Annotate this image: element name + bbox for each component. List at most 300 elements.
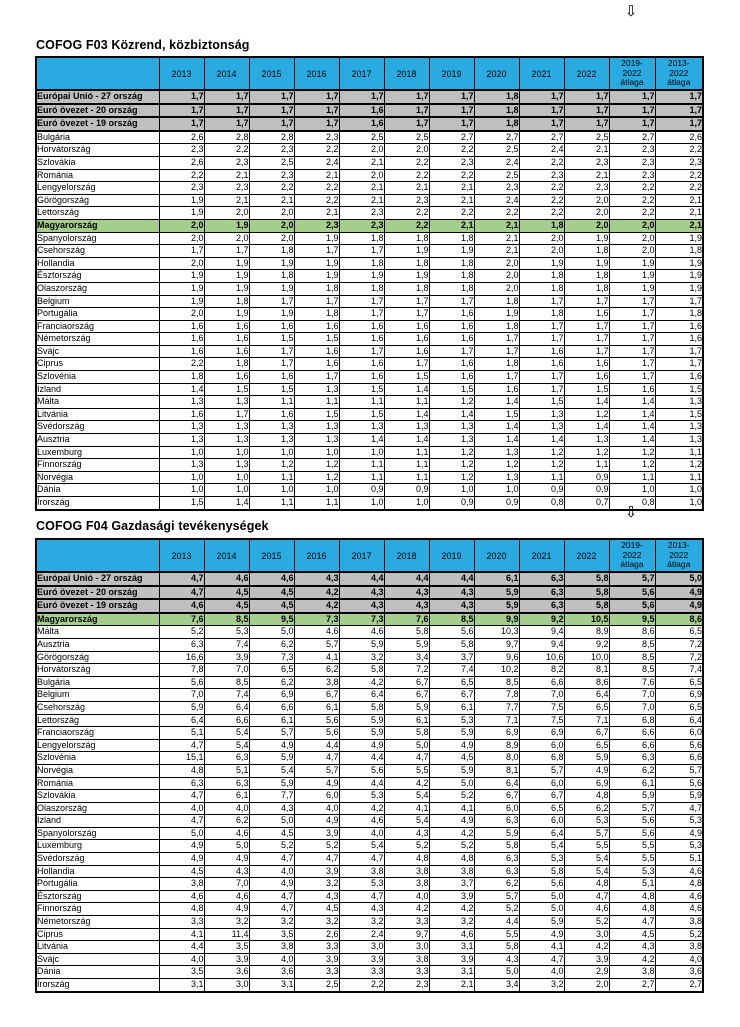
value-cell: 2,0 [474,257,519,270]
value-cell: 1,6 [294,358,339,371]
value-cell: 2,3 [339,219,384,232]
value-cell: 9,6 [474,651,519,664]
value-cell: 5,6 [609,815,655,828]
value-cell: 1,3 [249,421,294,434]
value-cell: 6,3 [159,777,204,790]
value-cell: 9,2 [564,638,609,651]
value-cell: 1,3 [159,434,204,447]
value-cell: 5,8 [564,599,609,613]
value-cell: 1,8 [429,282,474,295]
value-cell: 8,9 [564,626,609,639]
value-cell: 5,1 [609,878,655,891]
value-cell: 1,9 [204,282,249,295]
value-cell: 2,5 [249,156,294,169]
value-cell: 1,5 [429,383,474,396]
value-cell: 4,5 [294,903,339,916]
value-cell: 1,6 [204,345,249,358]
value-cell: 1,8 [474,295,519,308]
value-cell: 1,5 [384,371,429,384]
value-cell: 1,9 [204,270,249,283]
value-cell: 4,6 [204,827,249,840]
value-cell: 1,4 [384,383,429,396]
value-cell: 6,7 [519,790,564,803]
value-cell: 4,1 [159,928,204,941]
value-cell: 4,3 [294,890,339,903]
value-cell: 1,6 [384,333,429,346]
value-cell: 1,7 [159,104,204,118]
value-cell: 1,6 [294,345,339,358]
row-label: Dánia [36,484,159,497]
table-row [36,903,703,916]
value-cell: 4,9 [564,764,609,777]
value-cell: 4,6 [339,815,384,828]
value-cell: 4,6 [159,599,204,613]
table-row [36,764,703,777]
value-cell: 1,0 [339,446,384,459]
value-cell: 1,7 [294,371,339,384]
value-cell: 8,2 [519,664,564,677]
value-cell: 2,2 [384,207,429,220]
value-cell: 1,8 [474,104,519,118]
value-cell: 5,4 [339,840,384,853]
value-cell: 1,7 [204,90,249,104]
value-cell: 1,9 [294,270,339,283]
value-cell: 1,8 [429,270,474,283]
table-row [36,282,703,295]
value-cell: 1,6 [339,104,384,118]
value-cell: 5,7 [609,802,655,815]
table-row [36,484,703,497]
value-cell: 2,2 [294,194,339,207]
column-header-2021: 2021 [519,539,564,572]
value-cell: 4,5 [429,752,474,765]
value-cell: 2,7 [655,979,703,992]
value-cell: 7,4 [204,689,249,702]
row-label: Európai Unió - 27 ország [36,572,159,586]
value-cell: 6,1 [384,714,429,727]
value-cell: 5,9 [159,701,204,714]
value-cell: 1,1 [249,396,294,409]
value-cell: 1,0 [294,446,339,459]
value-cell: 0,9 [474,497,519,510]
value-cell: 2,2 [519,156,564,169]
value-cell: 7,7 [474,701,519,714]
row-label: Szlovénia [36,752,159,765]
value-cell: 9,7 [474,638,519,651]
value-cell: 6,7 [294,689,339,702]
value-cell: 1,7 [609,345,655,358]
value-cell: 1,3 [429,434,474,447]
value-cell: 9,5 [609,613,655,626]
row-label: Bulgária [36,131,159,144]
value-cell: 5,0 [159,827,204,840]
value-cell: 6,6 [249,701,294,714]
value-cell: 2,5 [474,144,519,157]
value-cell: 1,0 [609,484,655,497]
value-cell: 1,2 [474,459,519,472]
value-cell: 1,3 [655,421,703,434]
value-cell: 3,8 [429,865,474,878]
value-cell: 2,1 [384,182,429,195]
value-cell: 3,9 [564,953,609,966]
value-cell: 2,3 [294,219,339,232]
value-cell: 2,9 [564,966,609,979]
column-header-2016: 2016 [294,539,339,572]
value-cell: 4,2 [294,599,339,613]
row-label: Görögország [36,651,159,664]
value-cell: 4,2 [429,903,474,916]
value-cell: 1,7 [609,358,655,371]
value-cell: 1,3 [159,421,204,434]
value-cell: 1,4 [429,408,474,421]
table-row [36,802,703,815]
value-cell: 1,7 [429,90,474,104]
value-cell: 6,3 [204,777,249,790]
value-cell: 1,9 [159,194,204,207]
row-label: Portugália [36,308,159,321]
value-cell: 3,9 [294,953,339,966]
table-row [36,689,703,702]
table-row [36,664,703,677]
value-cell: 1,0 [204,484,249,497]
value-cell: 1,6 [204,371,249,384]
value-cell: 1,4 [609,421,655,434]
table-cofog-f03 [35,56,704,511]
value-cell: 1,8 [294,282,339,295]
value-cell: 4,7 [249,853,294,866]
value-cell: 5,9 [249,752,294,765]
value-cell: 2,3 [609,156,655,169]
value-cell: 3,2 [429,916,474,929]
row-label: Észtország [36,890,159,903]
value-cell: 7,3 [339,613,384,626]
value-cell: 1,9 [159,207,204,220]
value-cell: 2,7 [609,131,655,144]
value-cell: 2,0 [564,219,609,232]
value-cell: 1,6 [564,358,609,371]
value-cell: 3,3 [294,941,339,954]
table-row [36,752,703,765]
value-cell: 4,0 [655,953,703,966]
value-cell: 2,1 [339,194,384,207]
value-cell: 7,2 [655,651,703,664]
value-cell: 7,4 [655,664,703,677]
value-cell: 4,6 [655,890,703,903]
value-cell: 4,3 [339,903,384,916]
table-row [36,358,703,371]
value-cell: 1,0 [294,484,339,497]
row-label: Románia [36,169,159,182]
value-cell: 1,6 [339,358,384,371]
value-cell: 1,8 [384,232,429,245]
value-cell: 1,1 [249,497,294,510]
value-cell: 1,8 [655,308,703,321]
value-cell: 5,9 [339,638,384,651]
value-cell: 3,8 [384,865,429,878]
value-cell: 4,5 [249,586,294,600]
value-cell: 3,2 [249,916,294,929]
value-cell: 4,7 [339,853,384,866]
value-cell: 5,1 [159,727,204,740]
value-cell: 3,9 [429,953,474,966]
value-cell: 8,5 [474,676,519,689]
value-cell: 1,7 [519,320,564,333]
value-cell: 1,7 [159,117,204,131]
value-cell: 4,3 [249,802,294,815]
value-cell: 2,2 [655,144,703,157]
table-row [36,182,703,195]
value-cell: 6,4 [655,714,703,727]
value-cell: 6,4 [519,827,564,840]
value-cell: 6,2 [249,638,294,651]
value-cell: 4,9 [294,815,339,828]
value-cell: 1,7 [294,104,339,118]
header-row [36,57,703,90]
column-header-2022: 2022 [564,539,609,572]
value-cell: 4,7 [294,752,339,765]
value-cell: 5,2 [294,840,339,853]
value-cell: 7,0 [609,689,655,702]
value-cell: 1,3 [294,383,339,396]
value-cell: 5,6 [655,739,703,752]
value-cell: 5,3 [519,853,564,866]
value-cell: 0,9 [564,484,609,497]
value-cell: 5,6 [159,676,204,689]
value-cell: 5,9 [429,764,474,777]
value-cell: 1,6 [429,308,474,321]
value-cell: 1,5 [564,383,609,396]
value-cell: 1,9 [159,295,204,308]
row-label: Olaszország [36,282,159,295]
value-cell: 1,6 [655,320,703,333]
value-cell: 2,0 [564,207,609,220]
value-cell: 5,9 [519,916,564,929]
value-cell: 1,9 [655,257,703,270]
value-cell: 0,7 [564,497,609,510]
value-cell: 1,2 [609,446,655,459]
value-cell: 8,6 [609,626,655,639]
value-cell: 8,5 [204,613,249,626]
value-cell: 6,7 [564,727,609,740]
value-cell: 1,8 [339,282,384,295]
value-cell: 1,6 [249,320,294,333]
value-cell: 1,0 [249,446,294,459]
value-cell: 1,2 [564,408,609,421]
table-row [36,815,703,828]
value-cell: 1,7 [655,358,703,371]
value-cell: 9,4 [519,626,564,639]
value-cell: 8,5 [609,638,655,651]
value-cell: 2,3 [249,144,294,157]
value-cell: 5,7 [294,638,339,651]
table-row [36,295,703,308]
value-cell: 5,6 [339,764,384,777]
column-header-2020: 2020 [474,539,519,572]
table-row [36,169,703,182]
value-cell: 5,0 [429,777,474,790]
row-label: Németország [36,916,159,929]
value-cell: 2,0 [384,144,429,157]
row-label: Spanyolország [36,827,159,840]
value-cell: 1,7 [655,117,703,131]
value-cell: 6,2 [564,802,609,815]
value-cell: 6,2 [249,676,294,689]
value-cell: 3,7 [429,878,474,891]
value-cell: 2,1 [294,169,339,182]
value-cell: 2,5 [339,131,384,144]
value-cell: 1,4 [384,408,429,421]
value-cell: 1,5 [655,383,703,396]
value-cell: 1,4 [159,383,204,396]
value-cell: 1,7 [384,104,429,118]
value-cell: 1,7 [384,117,429,131]
value-cell: 1,9 [474,308,519,321]
value-cell: 1,5 [655,408,703,421]
value-cell: 4,8 [429,853,474,866]
value-cell: 5,3 [339,790,384,803]
value-cell: 2,3 [474,182,519,195]
value-cell: 6,5 [519,802,564,815]
value-cell: 10,6 [519,651,564,664]
value-cell: 6,5 [249,664,294,677]
value-cell: 4,4 [474,916,519,929]
value-cell: 4,5 [204,586,249,600]
table-row [36,840,703,853]
value-cell: 1,3 [294,421,339,434]
value-cell: 4,9 [204,903,249,916]
value-cell: 1,0 [339,497,384,510]
value-cell: 3,9 [204,651,249,664]
value-cell: 3,5 [204,941,249,954]
value-cell: 1,7 [294,295,339,308]
value-cell: 3,0 [564,928,609,941]
row-label: Szlovénia [36,371,159,384]
value-cell: 3,4 [474,979,519,992]
value-cell: 2,0 [249,219,294,232]
value-cell: 1,2 [655,459,703,472]
value-cell: 6,0 [294,790,339,803]
value-cell: 1,6 [384,345,429,358]
value-cell: 4,2 [294,586,339,600]
value-cell: 1,6 [384,320,429,333]
value-cell: 5,9 [474,586,519,600]
value-cell: 5,5 [609,840,655,853]
value-cell: 5,2 [564,916,609,929]
value-cell: 1,2 [429,459,474,472]
value-cell: 2,3 [384,194,429,207]
value-cell: 2,1 [204,169,249,182]
value-cell: 7,5 [519,701,564,714]
value-cell: 2,3 [564,182,609,195]
value-cell: 4,9 [249,878,294,891]
corner-cell [36,57,159,90]
value-cell: 1,4 [564,421,609,434]
value-cell: 5,6 [294,727,339,740]
value-cell: 2,3 [609,169,655,182]
table-row [36,599,703,613]
value-cell: 6,3 [474,865,519,878]
value-cell: 1,6 [159,345,204,358]
value-cell: 1,7 [384,358,429,371]
value-cell: 1,9 [249,257,294,270]
value-cell: 4,2 [339,676,384,689]
value-cell: 5,9 [655,790,703,803]
value-cell: 1,1 [519,471,564,484]
row-label: Belgium [36,295,159,308]
table-row [36,638,703,651]
value-cell: 4,4 [294,739,339,752]
value-cell: 5,3 [429,714,474,727]
row-label: Ausztria [36,638,159,651]
table-row [36,865,703,878]
value-cell: 1,6 [609,383,655,396]
value-cell: 2,2 [519,194,564,207]
value-cell: 7,0 [159,689,204,702]
value-cell: 2,0 [474,282,519,295]
value-cell: 1,3 [519,421,564,434]
value-cell: 1,7 [564,295,609,308]
value-cell: 1,4 [474,421,519,434]
value-cell: 4,6 [429,928,474,941]
value-cell: 2,2 [609,182,655,195]
value-cell: 2,6 [655,131,703,144]
value-cell: 7,3 [249,651,294,664]
row-label: Észtország [36,270,159,283]
value-cell: 4,8 [609,903,655,916]
value-cell: 5,9 [609,790,655,803]
value-cell: 4,0 [294,802,339,815]
table-row [36,194,703,207]
row-label: Ciprus [36,358,159,371]
row-label: Dánia [36,966,159,979]
value-cell: 5,0 [655,572,703,586]
value-cell: 5,9 [429,727,474,740]
value-cell: 2,7 [609,979,655,992]
row-label: Szlovákia [36,790,159,803]
value-cell: 8,6 [655,613,703,626]
value-cell: 3,6 [204,966,249,979]
row-label: Európai Unió - 27 ország [36,90,159,104]
value-cell: 1,8 [564,270,609,283]
value-cell: 4,9 [519,928,564,941]
value-cell: 1,6 [564,371,609,384]
value-cell: 1,7 [564,345,609,358]
value-cell: 7,4 [204,638,249,651]
value-cell: 1,9 [339,270,384,283]
value-cell: 16,6 [159,651,204,664]
value-cell: 1,0 [474,484,519,497]
value-cell: 9,2 [519,613,564,626]
value-cell: 2,0 [159,257,204,270]
value-cell: 1,8 [474,320,519,333]
value-cell: 2,0 [519,232,564,245]
value-cell: 1,6 [159,408,204,421]
value-cell: 5,4 [204,727,249,740]
row-label: Litvánia [36,408,159,421]
value-cell: 3,8 [655,941,703,954]
value-cell: 2,1 [429,182,474,195]
table-row [36,572,703,586]
value-cell: 1,6 [655,333,703,346]
value-cell: 3,2 [294,916,339,929]
table-row [36,790,703,803]
value-cell: 1,1 [655,446,703,459]
value-cell: 1,6 [339,117,384,131]
value-cell: 1,3 [204,459,249,472]
value-cell: 1,9 [249,308,294,321]
value-cell: 6,7 [429,689,474,702]
value-cell: 4,7 [159,815,204,828]
